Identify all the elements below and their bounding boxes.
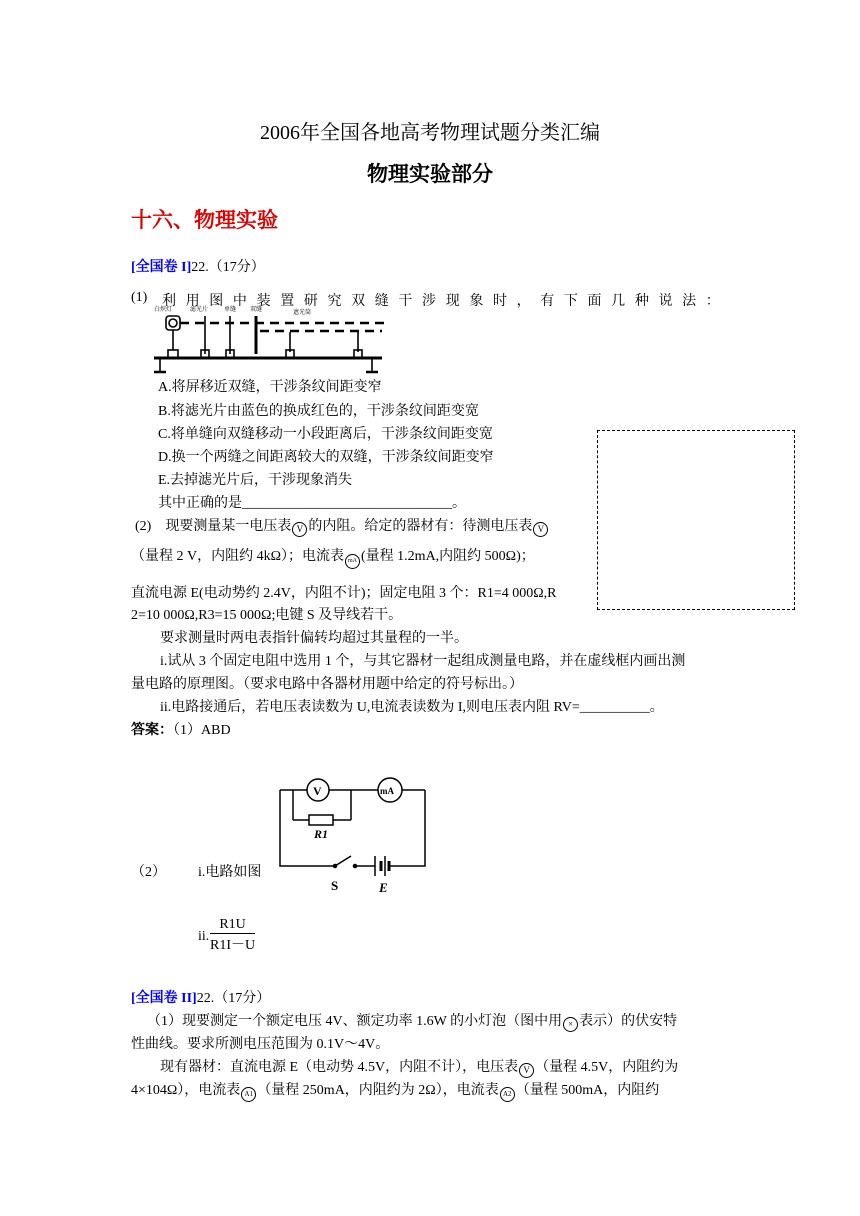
q1-part1-char: 利 xyxy=(162,294,176,309)
q1-part1-char: 面 xyxy=(587,294,602,309)
option-b: B.将滤光片由蓝色的换成红色的，干涉条纹间距变宽 xyxy=(158,404,479,419)
answer-part1: （1）ABD xyxy=(173,723,231,738)
q1-tag: [全国卷 I] xyxy=(131,260,192,275)
q1-part1-char: 图 xyxy=(209,294,224,309)
apparatus-label-filter: 滤光片 xyxy=(190,306,209,313)
option-c: C.将单缝向双缝移动一小段距离后，干涉条纹间距变宽 xyxy=(158,427,493,442)
q2-number: 22.（17分） xyxy=(196,991,271,1006)
q1-part2-line3: 直流电源 E(电动势约 2.4V，内阻不计)；固定电阻 3 个：R1=4 000Ω,R xyxy=(131,586,557,601)
q1-part1-char: 究 xyxy=(327,294,342,309)
answer-circuit-diagram xyxy=(275,776,435,896)
q1-part1-char: 现 xyxy=(445,294,460,309)
q1-part1-prefix: (1) xyxy=(131,290,148,305)
q1-part1-char: 种 xyxy=(634,294,649,309)
option-e: E.去掉滤光片后，干涉现象消失 xyxy=(158,473,353,488)
apparatus-label-single-slit: 单缝 xyxy=(224,306,237,313)
q2-line4: 4×104Ω），电流表 A1 （量程 250mA，内阻约为 2Ω），电流表 A2 （量程 500mA，内阻约 xyxy=(131,1079,659,1102)
formula-denominator: R1I－U xyxy=(210,938,256,953)
formula-numerator: R1U xyxy=(210,917,255,934)
document-title: 2006年全国各地高考物理试题分类汇编 xyxy=(260,122,600,144)
q1-part1-char: 下 xyxy=(563,294,578,309)
q1-part1-char: 几 xyxy=(611,294,626,309)
q1-number: 22.（17分） xyxy=(191,260,265,275)
q1-part1-char: 中 xyxy=(232,294,247,309)
q2-line1: （1）现要测定一个额定电压 4V、额定功率 1.6W 的小灯泡（图中用 × 表示）的伏安特 xyxy=(147,1010,677,1032)
q1-part2-line7: 量电路的原理图。（要求电路中各器材用题中给定的符号标出。） xyxy=(131,677,523,692)
answer-line xyxy=(131,719,231,739)
q1-part1-char: 缝 xyxy=(374,294,389,309)
circuit-resistor-label: R1 xyxy=(314,827,329,841)
q1-part1-char: 说 xyxy=(658,294,673,309)
double-slit-apparatus-diagram xyxy=(150,302,390,380)
q1-heading xyxy=(131,256,265,276)
q1-part1-char: ： xyxy=(705,294,720,309)
q1-part2-line1: (2) 现要测量某一电压表 V 的内阻。给定的器材有：待测电压表 V xyxy=(135,515,549,537)
q2-tag: [全国卷 II] xyxy=(131,991,197,1006)
q1-part1-char: 有 xyxy=(540,294,555,309)
milliammeter-icon: mA xyxy=(345,554,360,569)
answer-part2-prefix: （2） xyxy=(131,865,166,880)
circuit-switch-label: S xyxy=(331,878,339,893)
q1-part1-char: 置 xyxy=(280,294,295,309)
correct-answer-blank: 其中正确的是______________________________。 xyxy=(158,496,466,511)
section-heading: 十六、物理实验 xyxy=(131,208,278,232)
ammeter-a2-icon: A2 xyxy=(500,1087,515,1102)
apparatus-label-lamp: 白炽灯 xyxy=(154,306,173,313)
q1-part2-line4: 2=10 000Ω,R3=15 000Ω;电键 S 及导线若干。 xyxy=(131,608,403,623)
q1-part1-char: 涉 xyxy=(422,294,437,309)
voltmeter-icon: V xyxy=(292,522,307,537)
answer-label: 答案： xyxy=(131,723,173,738)
q1-part1-char: 双 xyxy=(351,294,366,309)
circuit-battery-label: E xyxy=(379,880,388,895)
q2-line3: 现有器材：直流电源 E（电动势 4.5V，内阻不计），电压表 V （量程 4.5V，内阻约为 xyxy=(160,1056,678,1078)
apparatus-label-tube: 遮光筒 xyxy=(293,309,312,316)
answer-formula xyxy=(210,917,255,954)
answer-part2-ii: ii. xyxy=(198,929,210,944)
option-d: D.换一个两缝之间距离较大的双缝，干涉条纹间距变窄 xyxy=(158,450,494,465)
q1-part2-line8: ii.电路接通后，若电压表读数为 U,电流表读数为 I,则电压表内阻 RV=__________。 xyxy=(160,700,664,715)
q1-part1-char: 法 xyxy=(682,294,697,309)
apparatus-label-double-slit: 双缝 xyxy=(250,306,263,313)
q1-part1-char: 研 xyxy=(303,294,318,309)
q1-part1-char: 干 xyxy=(398,294,413,309)
q1-part2-line6: i.试从 3 个固定电阻中选用 1 个，与其它器材一起组成测量电路，并在虚线框内画出测 xyxy=(160,654,686,669)
q2-heading xyxy=(131,987,270,1007)
voltmeter-icon: V xyxy=(533,522,548,537)
q1-part2-line2: （量程 2 V，内阻约 4kΩ）；电流表 mA (量程 1.2mA,内阻约 500Ω)； xyxy=(131,545,535,569)
document-subtitle: 物理实验部分 xyxy=(367,162,493,186)
option-a: A.将屏移近双缝，干涉条纹间距变窄 xyxy=(158,380,382,395)
circuit-drawing-box xyxy=(597,430,795,610)
q2-line2: 性曲线。要求所测电压范围为 0.1V～4V。 xyxy=(131,1037,390,1052)
q1-part1-char: 装 xyxy=(256,294,271,309)
q1-part1-char: 时 xyxy=(492,294,507,309)
q1-part1-char: 用 xyxy=(185,294,200,309)
circuit-milliammeter-label: mA xyxy=(380,786,394,796)
q1-part2-line5: 要求测量时两电表指针偏转均超过其量程的一半。 xyxy=(160,631,468,646)
q1-part1-char: ， xyxy=(516,294,531,309)
answer-part2-i: i.电路如图 xyxy=(198,865,262,880)
ammeter-a1-icon: A1 xyxy=(241,1087,256,1102)
voltmeter-icon: V xyxy=(519,1063,534,1078)
lamp-icon: × xyxy=(563,1017,578,1032)
circuit-voltmeter-label: V xyxy=(313,784,322,798)
q1-part1-char: 象 xyxy=(469,294,484,309)
